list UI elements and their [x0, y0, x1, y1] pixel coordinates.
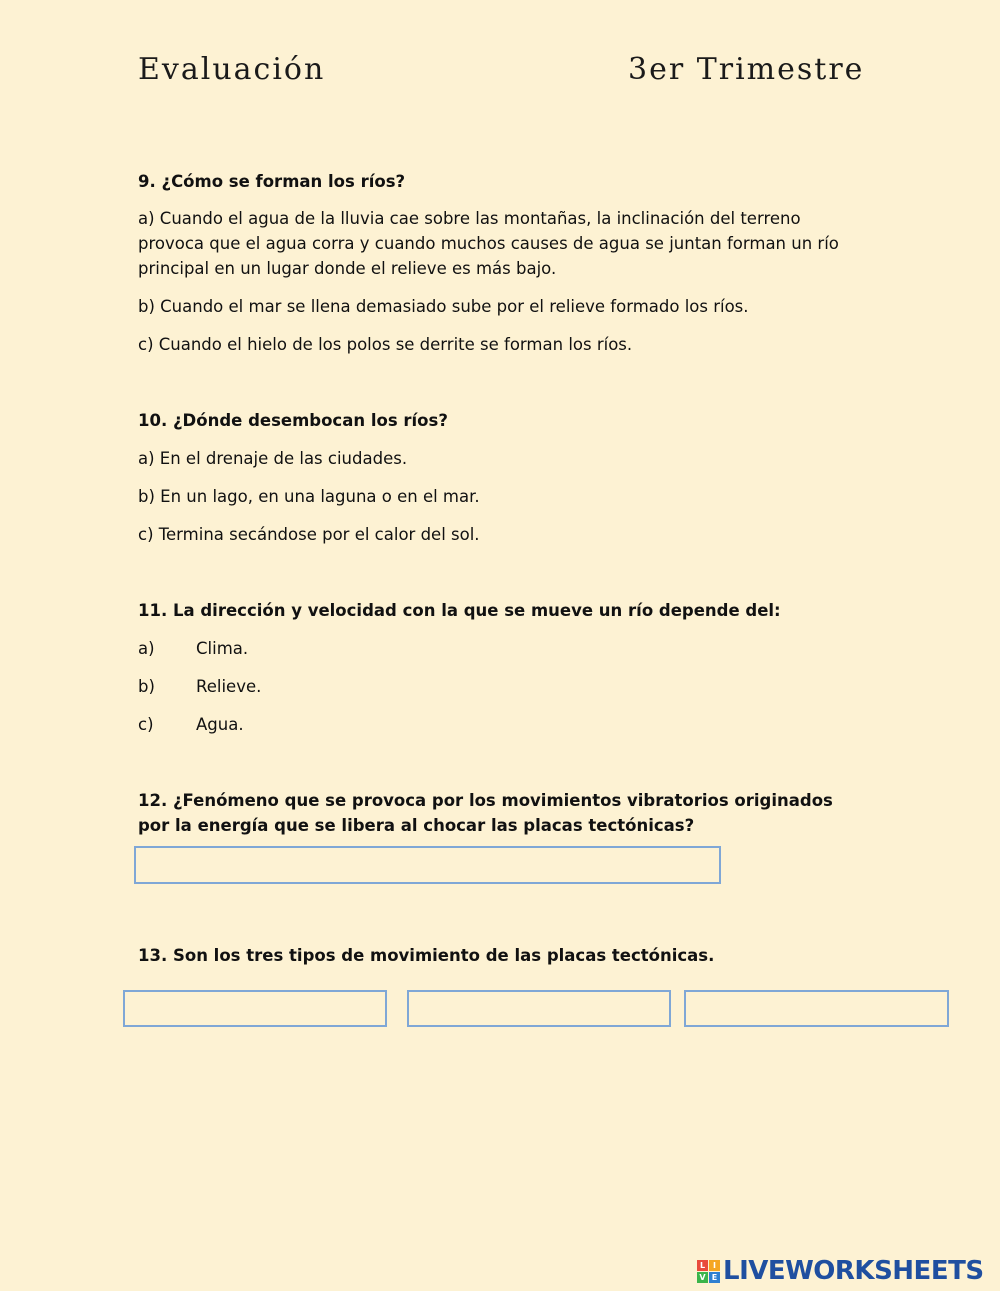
question-9-option-c: c) Cuando el hielo de los polos se derrite se forman los ríos.	[138, 335, 633, 354]
logo-badge-letter: I	[709, 1260, 720, 1271]
option-text: Relieve.	[196, 677, 262, 696]
option-letter: a)	[138, 639, 155, 658]
logo-text: LIVEWORKSHEETS	[723, 1256, 984, 1286]
question-13-answer-input-2[interactable]	[407, 990, 671, 1027]
question-11-option-c	[138, 712, 244, 737]
question-13-answer-input-1[interactable]	[123, 990, 387, 1027]
question-10-option-b: b) En un lago, en una laguna o en el mar.	[138, 487, 480, 506]
question-11-prompt: 11. La dirección y velocidad con la que se mueve un río depende del:	[138, 601, 781, 620]
question-12-answer-input[interactable]	[134, 846, 721, 884]
option-letter: b)	[138, 677, 155, 696]
logo-badge-letter: V	[697, 1272, 708, 1283]
header-title: Evaluación	[138, 52, 326, 87]
header-term: 3er Trimestre	[628, 52, 865, 87]
question-13-answer-input-3[interactable]	[684, 990, 949, 1027]
question-10-option-c: c) Termina secándose por el calor del sol.	[138, 525, 480, 544]
question-11-option-b	[138, 674, 261, 699]
logo-badge-icon	[697, 1260, 720, 1283]
option-text: Clima.	[196, 639, 249, 658]
logo-badge-letter: E	[709, 1272, 720, 1283]
question-13-prompt: 13. Son los tres tipos de movimiento de las placas tectónicas.	[138, 946, 715, 965]
question-12-prompt: 12. ¿Fenómeno que se provoca por los movimientos vibratorios originados por la energía que se libera al chocar las placas tectónicas?	[138, 791, 833, 835]
question-10-option-a: a) En el drenaje de las ciudades.	[138, 449, 408, 468]
question-9-option-a: a) Cuando el agua de la lluvia cae sobre las montañas, la inclinación del terreno provoca que el agua corra y cuando muchos causes de agua se juntan forman un río principal en un lugar donde el relieve es más bajo.	[138, 209, 839, 278]
liveworksheets-logo	[697, 1256, 984, 1286]
question-10-prompt: 10. ¿Dónde desembocan los ríos?	[138, 411, 448, 430]
option-text: Agua.	[196, 715, 244, 734]
question-9-option-b: b) Cuando el mar se llena demasiado sube por el relieve formado los ríos.	[138, 297, 749, 316]
option-letter: c)	[138, 715, 154, 734]
question-9-prompt: 9. ¿Cómo se forman los ríos?	[138, 172, 406, 191]
question-11-option-a	[138, 636, 248, 661]
logo-badge-letter: L	[697, 1260, 708, 1271]
